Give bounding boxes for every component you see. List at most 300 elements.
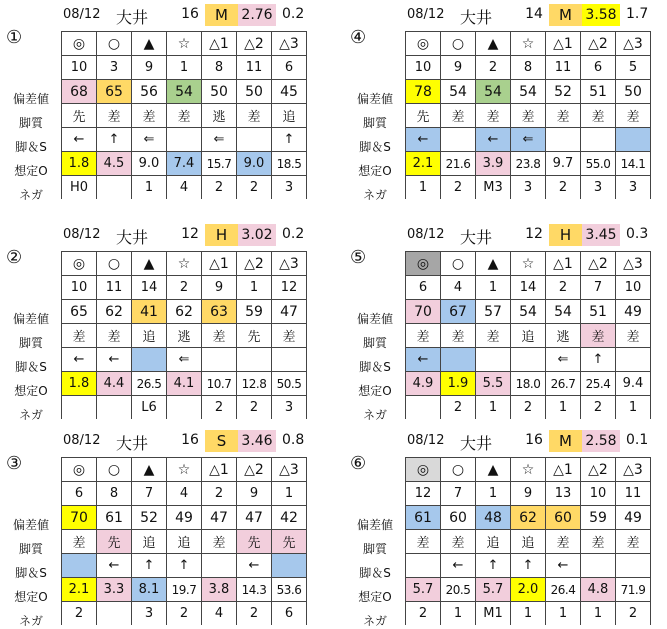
row-label: 想定O [358,164,392,178]
pace-arrow-cell: ⇐ [167,348,202,372]
row-label: 脚質 [18,542,43,556]
running-style-cell: 差 [167,104,202,128]
deviation-cell: 54 [511,300,546,324]
expected-odds-cell: 4.4 [97,372,132,396]
negative-cell: M3 [476,176,511,200]
row-label: ネガ [362,188,387,202]
deviation-cell: 47 [202,506,237,530]
race-type-badge: H [205,224,238,246]
mark-cell: ☆ [167,32,202,56]
deviation-cell: 62 [97,300,132,324]
mark-cell: △2 [581,32,616,56]
pace-arrow-cell [441,348,476,372]
pace-arrow-cell [581,128,616,152]
running-style-cell: 先 [62,104,97,128]
deviation-cell: 54 [546,300,581,324]
race-index: ⑤ [350,247,367,268]
expected-odds-cell: 53.6 [272,578,307,602]
race-index: ⑥ [350,453,367,474]
expected-odds-cell: 26.4 [546,578,581,602]
mark-cell: ▲ [132,458,167,482]
horse-number-cell: 8 [511,56,546,80]
mark-cell: ◎ [62,32,97,56]
deviation-cell: 54 [441,80,476,104]
race-score: 2.76 [238,4,276,26]
race-number: 12 [181,226,199,242]
expected-odds-cell: 3.8 [202,578,237,602]
table-row [62,348,307,372]
horse-number-cell: 2 [546,276,581,300]
horse-number-cell: 3 [97,56,132,80]
row-label: 脚質 [362,336,387,350]
table-row [62,252,307,276]
mark-cell: △2 [237,458,272,482]
pace-arrow-cell: ↑ [97,128,132,152]
row-label: 偏差値 [356,92,393,106]
horse-number-cell: 9 [202,276,237,300]
mark-cell: △1 [202,32,237,56]
mark-cell: △1 [546,252,581,276]
negative-cell [167,396,202,420]
table-row [62,104,307,128]
pace-arrow-cell [132,348,167,372]
expected-odds-cell: 9.0 [237,152,272,176]
expected-odds-cell: 9.7 [546,152,581,176]
negative-cell: 2 [202,396,237,420]
negative-cell: 2 [441,396,476,420]
expected-odds-cell: 10.7 [202,372,237,396]
horse-number-cell: 8 [97,482,132,506]
negative-cell: 1 [511,602,546,626]
deviation-cell: 65 [62,300,97,324]
deviation-cell: 50 [616,80,651,104]
race-index: ③ [6,453,23,474]
race-score: 2.58 [582,430,620,452]
pace-arrow-cell: ↑ [476,554,511,578]
deviation-cell: 59 [581,506,616,530]
pace-arrow-cell: ↑ [272,128,307,152]
row-label: 偏差値 [356,312,393,326]
deviation-cell: 67 [441,300,476,324]
running-style-cell: 追 [132,324,167,348]
horse-number-cell: 7 [132,482,167,506]
running-style-cell: 追 [511,530,546,554]
running-style-cell: 差 [581,530,616,554]
horse-number-cell: 12 [406,482,441,506]
horse-number-cell: 6 [581,56,616,80]
pace-arrow-cell: ↑ [132,554,167,578]
running-style-cell: 先 [272,530,307,554]
negative-cell [97,396,132,420]
deviation-cell: 49 [616,300,651,324]
running-style-cell: 追 [272,104,307,128]
table-row [62,578,307,602]
expected-odds-cell: 19.7 [167,578,202,602]
running-style-cell: 差 [441,104,476,128]
expected-odds-cell: 26.7 [546,372,581,396]
horse-number-cell: 8 [202,56,237,80]
row-label: 偏差値 [356,518,393,532]
table-row [62,276,307,300]
pace-arrow-cell [237,128,272,152]
running-style-cell: 差 [132,104,167,128]
negative-cell: 6 [272,602,307,626]
race-table [405,251,651,419]
pace-arrow-cell [581,554,616,578]
race-date: 08/12 [63,227,101,242]
row-label: 想定O [358,384,392,398]
race-extra-value: 0.1 [626,432,649,448]
pace-arrow-cell: ⇐ [202,128,237,152]
horse-number-cell: 10 [62,276,97,300]
row-label: 脚質 [18,336,43,350]
mark-cell: △3 [272,458,307,482]
race-type-badge: M [549,4,582,26]
table-row [406,372,651,396]
table-row [406,458,651,482]
expected-odds-cell: 4.1 [167,372,202,396]
table-row [62,152,307,176]
pace-arrow-cell [616,554,651,578]
table-row [406,176,651,200]
running-style-cell: 差 [202,324,237,348]
running-style-cell: 差 [202,530,237,554]
running-style-cell: 追 [511,324,546,348]
pace-arrow-cell: ⇐ [511,128,546,152]
race-block [346,4,651,202]
mark-cell: ◎ [62,458,97,482]
race-table [61,251,307,419]
table-row [62,530,307,554]
mark-cell: △3 [616,252,651,276]
mark-cell: ☆ [167,252,202,276]
row-label: 想定O [14,590,48,604]
pace-arrow-cell [272,554,307,578]
row-label: 偏差値 [12,92,49,106]
horse-number-cell: 1 [272,482,307,506]
horse-number-cell: 9 [441,56,476,80]
venue-name: 大井 [460,8,493,27]
row-label: 脚＆S [15,566,47,580]
table-row [62,482,307,506]
running-style-cell: 差 [62,530,97,554]
expected-odds-cell: 14.3 [237,578,272,602]
running-style-cell: 先 [237,324,272,348]
deviation-cell: 47 [237,506,272,530]
table-row [406,578,651,602]
negative-cell [406,396,441,420]
pace-arrow-cell [616,348,651,372]
mark-cell: ○ [97,32,132,56]
mark-cell: ○ [97,252,132,276]
mark-cell: △2 [581,458,616,482]
race-score: 3.58 [582,4,620,26]
negative-cell: 1 [546,396,581,420]
mark-cell: ◎ [62,252,97,276]
running-style-cell: 逃 [546,324,581,348]
deviation-cell: 61 [406,506,441,530]
mark-cell: ☆ [167,458,202,482]
expected-odds-cell: 2.0 [511,578,546,602]
horse-number-cell: 7 [581,276,616,300]
race-type-badge: S [205,430,238,452]
pace-arrow-cell: ← [546,554,581,578]
race-date: 08/12 [407,433,445,448]
running-style-cell: 差 [476,104,511,128]
deviation-cell: 45 [272,80,307,104]
expected-odds-cell: 4.9 [406,372,441,396]
expected-odds-cell: 14.1 [616,152,651,176]
race-date: 08/12 [407,227,445,242]
expected-odds-cell: 1.9 [441,372,476,396]
row-label: 脚質 [362,116,387,130]
pace-arrow-cell: ← [97,554,132,578]
pace-arrow-cell: ← [62,348,97,372]
running-style-cell: 差 [62,324,97,348]
pace-arrow-cell [616,128,651,152]
deviation-cell: 54 [476,80,511,104]
deviation-cell: 70 [62,506,97,530]
table-row [62,458,307,482]
table-row [62,80,307,104]
deviation-cell: 50 [202,80,237,104]
horse-number-cell: 7 [441,482,476,506]
running-style-cell: 差 [546,530,581,554]
expected-odds-cell: 25.4 [581,372,616,396]
negative-cell: 3 [272,176,307,200]
horse-number-cell: 6 [406,276,441,300]
expected-odds-cell: 20.5 [441,578,476,602]
table-row [406,482,651,506]
mark-cell: ▲ [476,252,511,276]
expected-odds-cell: 4.8 [581,578,616,602]
deviation-cell: 49 [616,506,651,530]
negative-cell: H0 [62,176,97,200]
running-style-cell: 先 [406,104,441,128]
venue-name: 大井 [116,434,149,453]
table-row [62,372,307,396]
running-style-cell: 逃 [167,324,202,348]
deviation-cell: 68 [62,80,97,104]
race-block [346,224,651,422]
deviation-cell: 63 [202,300,237,324]
horse-number-cell: 10 [581,482,616,506]
mark-cell: ☆ [511,252,546,276]
negative-cell [62,396,97,420]
running-style-cell: 追 [167,530,202,554]
horse-number-cell: 1 [237,276,272,300]
deviation-cell: 54 [511,80,546,104]
expected-odds-cell: 1.8 [62,372,97,396]
row-label: 脚＆S [15,360,47,374]
race-score: 3.02 [238,224,276,246]
horse-number-cell: 11 [97,276,132,300]
horse-number-cell: 4 [167,482,202,506]
deviation-cell: 54 [167,80,202,104]
pace-arrow-cell [202,348,237,372]
deviation-cell: 56 [132,80,167,104]
running-style-cell: 差 [511,104,546,128]
row-label: 脚＆S [359,566,391,580]
row-label: ネガ [18,188,43,202]
negative-cell: 1 [476,396,511,420]
row-label: ネガ [362,614,387,628]
race-number: 16 [181,432,199,448]
venue-name: 大井 [460,228,493,247]
mark-cell: ☆ [511,32,546,56]
mark-cell: ○ [97,458,132,482]
mark-cell: ▲ [476,32,511,56]
running-style-cell: 差 [581,324,616,348]
race-number: 12 [525,226,543,242]
expected-odds-cell: 2.1 [406,152,441,176]
pace-arrow-cell: ⇐ [546,348,581,372]
deviation-cell: 59 [237,300,272,324]
mark-cell: △1 [202,458,237,482]
negative-cell: 2 [167,602,202,626]
venue-name: 大井 [116,8,149,27]
running-style-cell: 差 [476,324,511,348]
negative-cell: 1 [441,602,476,626]
row-label: 偏差値 [12,518,49,532]
row-label: ネガ [362,408,387,422]
pace-arrow-cell [237,348,272,372]
row-label: 想定O [14,384,48,398]
mark-cell: △3 [272,32,307,56]
expected-odds-cell: 5.5 [476,372,511,396]
horse-number-cell: 14 [132,276,167,300]
race-number: 16 [181,6,199,22]
negative-cell: 3 [581,176,616,200]
mark-cell: △1 [546,32,581,56]
running-style-cell: 差 [97,104,132,128]
negative-cell: 2 [441,176,476,200]
deviation-cell: 70 [406,300,441,324]
deviation-cell: 51 [581,300,616,324]
row-label: 脚質 [362,542,387,556]
pace-arrow-cell: ← [237,554,272,578]
race-block [346,430,651,628]
expected-odds-cell: 8.1 [132,578,167,602]
running-style-cell: 差 [616,530,651,554]
expected-odds-cell: 9.4 [616,372,651,396]
deviation-cell: 65 [97,80,132,104]
negative-cell: L6 [132,396,167,420]
table-row [62,324,307,348]
horse-number-cell: 2 [202,482,237,506]
horse-number-cell: 1 [476,276,511,300]
negative-cell: 2 [62,602,97,626]
negative-cell: 2 [202,176,237,200]
running-style-cell: 差 [441,530,476,554]
negative-cell: 3 [272,396,307,420]
deviation-cell: 49 [167,506,202,530]
negative-cell: 2 [581,396,616,420]
negative-cell: 3 [511,176,546,200]
expected-odds-cell: 21.6 [441,152,476,176]
running-style-cell: 差 [406,324,441,348]
mark-cell: △2 [237,252,272,276]
table-row [406,32,651,56]
expected-odds-cell: 2.1 [62,578,97,602]
row-label: 脚＆S [359,360,391,374]
table-row [406,80,651,104]
race-extra-value: 0.2 [282,226,305,242]
negative-cell: M1 [476,602,511,626]
table-row [406,506,651,530]
table-row [406,300,651,324]
pace-arrow-cell [272,348,307,372]
expected-odds-cell: 1.8 [62,152,97,176]
race-table [405,31,651,199]
expected-odds-cell: 5.7 [406,578,441,602]
race-extra-value: 0.3 [626,226,649,242]
negative-cell: 2 [237,602,272,626]
running-style-cell: 逃 [202,104,237,128]
mark-cell: △3 [272,252,307,276]
table-row [406,128,651,152]
pace-arrow-cell [511,348,546,372]
race-block [2,4,307,202]
table-row [406,324,651,348]
mark-cell: ◎ [406,458,441,482]
negative-cell: 1 [581,602,616,626]
race-table [405,457,651,625]
horse-number-cell: 5 [616,56,651,80]
negative-cell: 2 [237,176,272,200]
deviation-cell: 60 [546,506,581,530]
horse-number-cell: 6 [272,56,307,80]
expected-odds-cell: 23.8 [511,152,546,176]
running-style-cell: 差 [616,324,651,348]
negative-cell: 2 [406,602,441,626]
horse-number-cell: 11 [546,56,581,80]
pace-arrow-cell [441,128,476,152]
table-row [62,602,307,626]
race-number: 14 [525,6,543,22]
deviation-cell: 57 [476,300,511,324]
venue-name: 大井 [460,434,493,453]
running-style-cell: 差 [581,104,616,128]
running-style-cell: 追 [476,530,511,554]
row-label: 脚＆S [15,140,47,154]
race-table [61,31,307,199]
pace-arrow-cell [202,554,237,578]
race-block [2,430,307,628]
pace-arrow-cell: ↑ [511,554,546,578]
expected-odds-cell: 7.4 [167,152,202,176]
horse-number-cell: 11 [616,482,651,506]
race-score: 3.45 [582,224,620,246]
pace-arrow-cell [476,348,511,372]
race-index: ① [6,27,23,48]
expected-odds-cell: 5.7 [476,578,511,602]
race-date: 08/12 [63,7,101,22]
row-label: 想定O [14,164,48,178]
negative-cell: 4 [167,176,202,200]
venue-name: 大井 [116,228,149,247]
race-index: ② [6,247,23,268]
deviation-cell: 48 [476,506,511,530]
mark-cell: △1 [546,458,581,482]
deviation-cell: 52 [546,80,581,104]
negative-cell: 1 [616,396,651,420]
table-row [406,104,651,128]
deviation-cell: 51 [581,80,616,104]
pace-arrow-cell: ← [406,128,441,152]
mark-cell: ▲ [132,32,167,56]
row-label: 想定O [358,590,392,604]
